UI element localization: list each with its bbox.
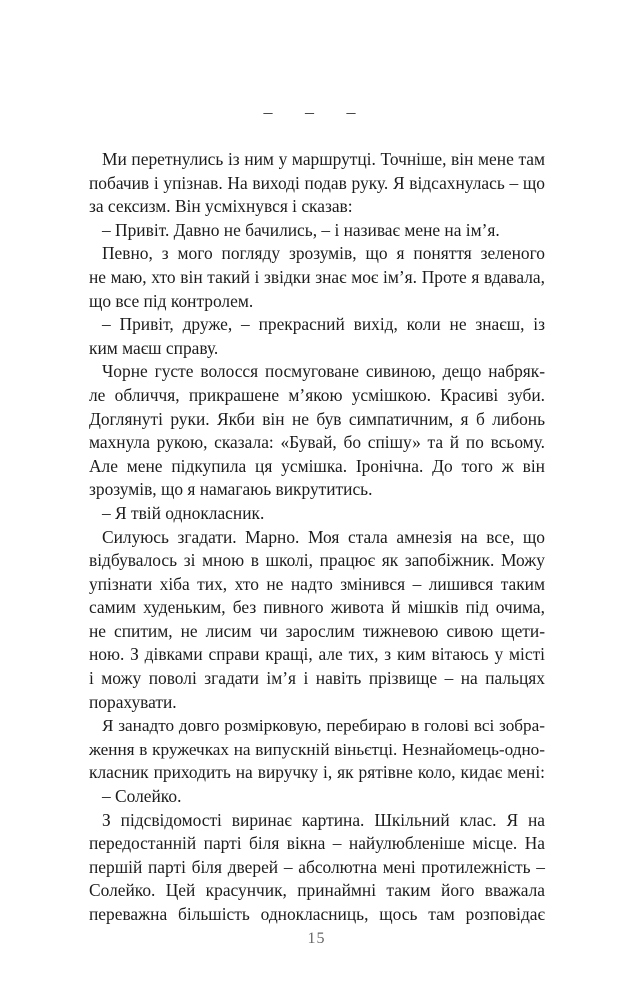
text-line: порахувати.: [89, 691, 177, 712]
text-line: передостанній парті біля вікна – найулюбленіше місце. На: [89, 833, 545, 854]
text-line: З підсвідомості виринає картина. Шкільний клас. Я на: [102, 809, 545, 830]
text-line: ження в кружечках на випускній віньєтці. Незнайомець-одно-: [89, 739, 545, 759]
page-number: 15: [307, 930, 326, 947]
text-line: Доглянуті руки. Якби він не був симпатичним, я б либонь: [89, 408, 545, 429]
text-line: Певно, з мого погляду зрозумів, що я поняття зеленого: [102, 243, 545, 264]
text-line: махнула рукою, сказала: «Бувай, бо спішу» та й по всьому.: [89, 432, 545, 453]
text-line: за сексизм. Він усміхнувся і сказав:: [89, 196, 353, 217]
text-line: Ми перетнулись із ним у маршрутці. Точніше, він мене там: [102, 149, 545, 169]
text-line: Силуюсь згадати. Марно. Моя стала амнезія на все, що: [102, 526, 545, 547]
body-text: [89, 148, 545, 927]
section-divider: – – –: [263, 102, 370, 122]
text-line: ною. З дівками справи кращі, але тих, з ким вітаюсь у місті: [89, 644, 545, 665]
text-line: – Привіт. Давно не бачились, – і називає мене на ім’я.: [102, 219, 500, 240]
text-line: – Я твій однокласник.: [102, 502, 265, 523]
text-line: Я занадто довго розмірковую, перебираю в голові всі зобра-: [102, 716, 545, 736]
text-line: і можу поволі згадати ім’я і навіть прізвище – на пальцях: [89, 668, 545, 689]
text-line: – Солейко.: [102, 786, 182, 807]
text-line: Солейко. Цей красунчик, принаймні таким його вважала: [89, 880, 545, 901]
text-line: побачив і упізнав. На виході подав руку. Я відсахнулась – що: [89, 172, 545, 193]
text-line: ким маєш справу.: [89, 337, 219, 358]
text-line: що все під контролем.: [89, 290, 254, 311]
text-line: ле обличчя, прикрашене м’якою усмішкою. Красиві зуби.: [89, 384, 545, 405]
text-line: не маю, хто він такий і звідки знає моє ім’я. Проте я вдавала,: [89, 266, 545, 287]
text-line: Але мене підкупила ця усмішка. Іронічна. До того ж він: [89, 455, 545, 476]
text-line: не спитим, не лисим чи зарослим тижневою сивою щети-: [89, 620, 545, 641]
text-line: – Привіт, друже, – прекрасний вихід, коли не знаєш, із: [102, 314, 545, 335]
text-line: класник приходить на виручку і, як рятівне коло, кидає мені:: [89, 762, 545, 783]
text-line: першій парті біля дверей – абсолютна мені протилежність –: [89, 856, 545, 877]
text-line: переважна більшість однокласниць, щось там розповідає: [89, 904, 545, 924]
text-line: упізнати хіба тих, хто не надто змінився – лишився таким: [89, 573, 545, 594]
text-line: відбувалось зі мною в школі, працює як запобіжник. Можу: [89, 550, 545, 571]
text-line: самим худеньким, без пивного живота й мішків під очима,: [89, 597, 545, 618]
text-line: Чорне густе волосся посмуговане сивиною, дещо набряк-: [102, 361, 545, 382]
text-line: зрозумів, що я намагаюь викрутитись.: [89, 479, 373, 500]
